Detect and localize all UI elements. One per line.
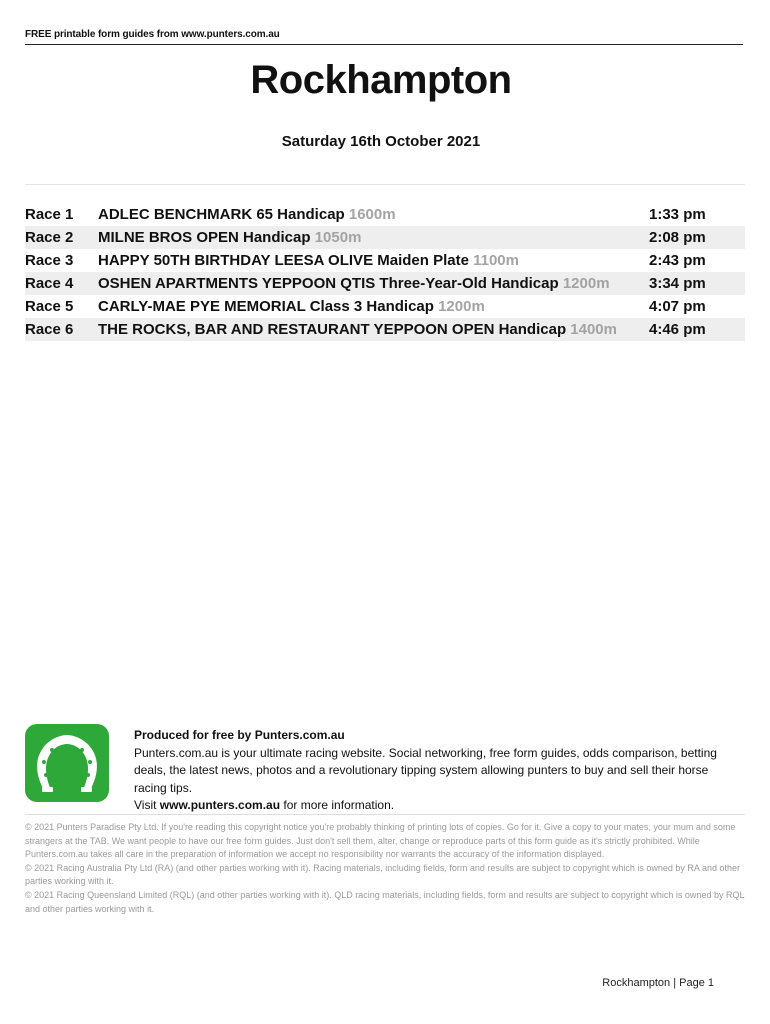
race-name [98, 318, 617, 341]
race-row [25, 203, 745, 226]
race-title: MILNE BROS OPEN Handicap [98, 229, 311, 246]
race-row [25, 249, 745, 272]
race-name [98, 226, 361, 249]
promo-block [134, 727, 744, 815]
race-distance: 1100m [473, 252, 519, 269]
race-number: Race 3 [25, 252, 74, 269]
visit-suffix: for more information. [280, 798, 395, 812]
punters-logo [25, 724, 109, 802]
race-name [98, 203, 396, 226]
page-footer: Rockhampton | Page 1 [602, 977, 714, 989]
race-title: CARLY-MAE PYE MEMORIAL Class 3 Handicap [98, 298, 434, 315]
race-title: OSHEN APARTMENTS YEPPOON QTIS Three-Year-Old Handicap [98, 275, 559, 292]
race-name [98, 249, 519, 272]
promo-body: Punters.com.au is your ultimate racing website. Social networking, free form guides, odds comparison, betting deals, the latest news, photos and a revolutionary tipping system allowing punters to buy and sell their horse racing tips. [134, 745, 717, 795]
race-time: 2:43 pm [649, 252, 706, 269]
race-number: Race 6 [25, 321, 74, 338]
race-time: 4:46 pm [649, 321, 706, 338]
race-number: Race 5 [25, 298, 74, 315]
copyright-punters: © 2021 Punters Paradise Pty Ltd. If you're reading this copyright notice you're probably thinking of printing lots of copies. Go for it. Give a copy to your mates, your mum and some strangers at the TAB. We want people to have our free form guides. Just don't sell them, alter, change or reproduce parts of this form guide as it's strictly prohibited. While Punters.com.au takes all care in the preparation of information we accept no responsibility nor warrants the accuracy of the information displayed. [25, 822, 736, 860]
race-distance: 1600m [348, 206, 396, 223]
copyright-racing-australia: © 2021 Racing Australia Pty Ltd (RA) (and other parties working with it). Racing materials, including fields, form and results are subject to copyright which is owned by RA and other parties working with it. [25, 862, 740, 887]
race-title: ADLEC BENCHMARK 65 Handicap [98, 206, 345, 223]
race-row [25, 272, 745, 295]
race-title: THE ROCKS, BAR AND RESTAURANT YEPPOON OPEN Handicap [98, 321, 567, 338]
divider [25, 184, 745, 185]
race-distance: 1200m [438, 298, 485, 315]
race-title: HAPPY 50TH BIRTHDAY LEESA OLIVE Maiden Plate [98, 252, 469, 269]
race-name [98, 295, 485, 318]
copyright-racing-queensland: © 2021 Racing Queensland Limited (RQL) (and other parties working with it). QLD racing materials, including fields, form and results are subject to copyright which is owned by RQL and other parties working with it. [25, 889, 745, 914]
race-distance: 1400m [570, 321, 617, 338]
race-row [25, 318, 745, 341]
race-row [25, 295, 745, 318]
visit-prefix: Visit [134, 798, 160, 812]
header-tagline: FREE printable form guides from www.punters.com.au [25, 29, 743, 45]
race-distance: 1200m [562, 275, 610, 292]
race-time: 2:08 pm [649, 229, 706, 246]
promo-heading: Produced for free by Punters.com.au [134, 728, 345, 742]
race-row [25, 226, 745, 249]
race-list [25, 203, 745, 341]
race-number: Race 4 [25, 275, 74, 292]
page-title: Rockhampton [250, 58, 512, 102]
race-distance: 1050m [314, 229, 362, 246]
race-time: 4:07 pm [649, 298, 706, 315]
legal-notice [25, 821, 745, 916]
race-time: 3:34 pm [649, 275, 706, 292]
punters-link[interactable]: www.punters.com.au [159, 798, 281, 812]
meeting-date: Saturday 16th October 2021 [281, 133, 481, 150]
race-number: Race 1 [25, 206, 74, 223]
divider [25, 814, 745, 815]
race-name [98, 272, 610, 295]
race-time: 1:33 pm [649, 206, 706, 223]
race-number: Race 2 [25, 229, 74, 246]
horseshoe-icon [25, 724, 109, 802]
promo-visit [134, 797, 744, 815]
